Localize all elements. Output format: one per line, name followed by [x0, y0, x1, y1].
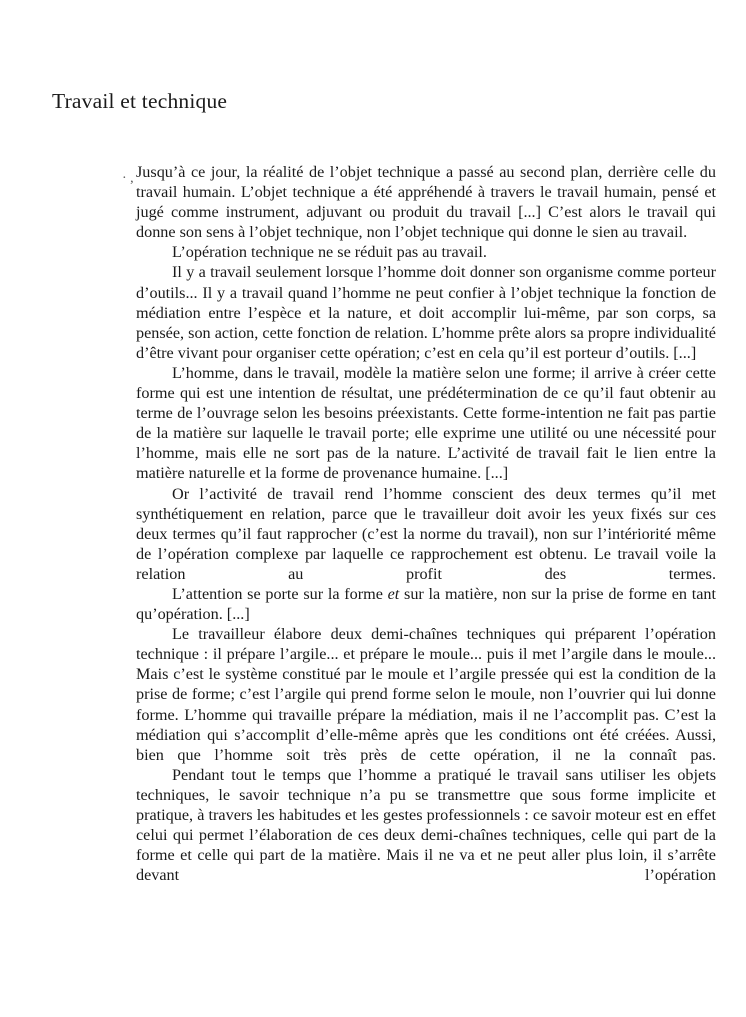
emphasis-et: et: [387, 584, 400, 603]
paragraph-6-end: sur la matière, non sur la prise de forme en tant qu’opération. [...]: [136, 584, 716, 624]
paragraph-1: Jusqu’à ce jour, la réalité de l’objet technique a passé au second plan, derrière celle du travail humain. L’objet technique a été appréhendé à travers le travail humain, pensé et jugé comme instrument, adjuvant ou produit du travail [...] C’est alors le travail qui donne son sens à l’objet technique, non l’objet technique qui donne le sien au travail.: [136, 163, 716, 242]
paragraph-2: L’opération technique ne se réduit pas au travail.: [172, 243, 487, 262]
paragraph-6-start: L’attention se porte sur la forme: [172, 584, 388, 603]
body-text: [136, 162, 716, 885]
paragraph-5: Or l’activité de travail rend l’homme conscient des deux termes qu’il met synthétiquement en relation, parce que le travailleur doit avoir les yeux fixés sur ces deux termes qu’il faut rapprocher (c’est la norme du travail), non sur l’intériorité même de l’opération complexe par laquelle ce rapprochement est obtenu. Le travail voile la relation au profit des termes.: [136, 484, 716, 583]
paragraph-3: Il y a travail seulement lorsque l’homme doit donner son organisme comme porteur d’outils... Il y a travail quand l’homme ne peut confier à l’objet technique la fonction de médiation entre l’espèce et la nature, et doit accomplir lui-même, par son corps, sa pensée, son action, cette fonction de relation. L’homme prête alors sa propre individualité d’être vivant pour organiser cette opération; c’est en cela qu’il est porteur d’outils. [...]: [136, 263, 716, 362]
margin-mark: · ,: [122, 171, 134, 186]
paragraph-7: Le travailleur élabore deux demi-chaînes techniques qui préparent l’opération technique : il prépare l’argile... et prépare le moule... puis il met l’argile dans le moule... Mais c’est le système constitué par le moule et l’argile pressée qui est la condition de la prise de forme; c’est l’argile qui prend forme selon le moule, non l’ouvrier qui lui donne forme. L’homme qui travaille prépare la médiation, mais il ne l’accomplit pas. C’est la médiation qui s’accomplit d’elle-même après que les conditions ont été créées. Aussi, bien que l’homme soit très près de cette opération, il ne la connaît pas.: [136, 625, 716, 764]
paragraph-6: [136, 584, 716, 624]
paragraph-4: L’homme, dans le travail, modèle la matière selon une forme; il arrive à créer cette forme qui est une intention de résultat, une prédétermination de ce qu’il faut obtenir au terme de l’ouvrage selon les besoins préexistants. Cette forme-intention ne fait pas partie de la matière sur laquelle le travail porte; elle exprime une utilité ou une nécessité pour l’homme, mais elle ne sort pas de la nature. L’activité de travail fait le lien entre la matière naturelle et la forme de provenance humaine. [...]: [136, 363, 716, 483]
page-title: Travail et technique: [52, 89, 228, 113]
paragraph-8: Pendant tout le temps que l’homme a pratiqué le travail sans utiliser les objets techniques, le savoir technique n’a pu se transmettre que sous forme implicite et pratique, à travers les habitudes et les gestes professionnels : ce savoir moteur est en effet celui qui permet l’élaboration de ces deux demi-chaînes techniques, celle qui part de la forme et celle qui part de la matière. Mais il ne va et ne peut aller plus loin, il s’arrête devant l’opération: [136, 765, 716, 885]
